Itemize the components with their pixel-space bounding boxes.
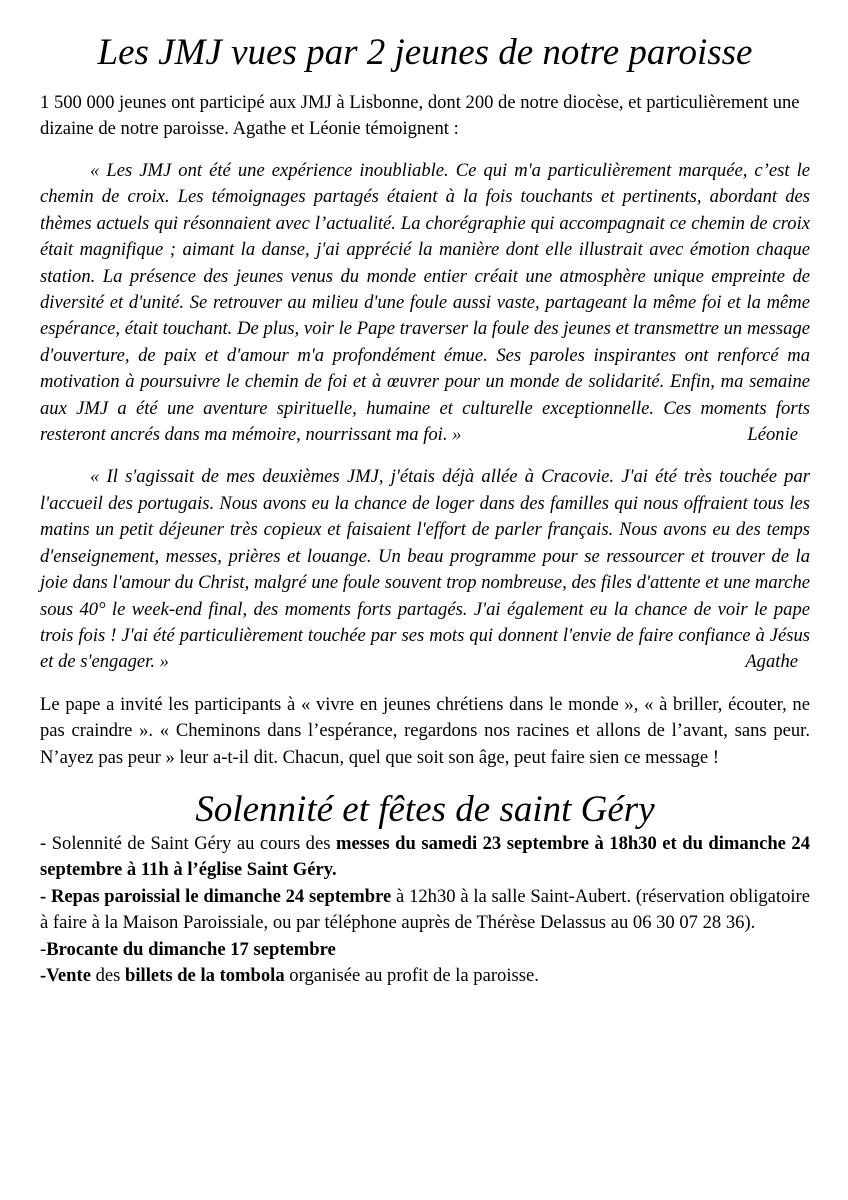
event-solennite-text: - Solennité de Saint Géry au cours des bbox=[40, 832, 336, 854]
event-item-repas bbox=[40, 884, 810, 937]
event-repas-highlight: - Repas paroissial le dimanche 24 septembre bbox=[40, 885, 392, 907]
testimony-leonie bbox=[40, 158, 810, 448]
event-tombola-des: des bbox=[90, 964, 126, 986]
document-page bbox=[40, 30, 810, 989]
article-conclusion: Le pape a invité les participants à « vivre en jeunes chrétiens dans le monde », « à briller, écouter, ne pas craindre ». « Cheminons dans l’espérance, regardons nos racines et allons de l’avant, sans peur. N’ayez pas peur » leur a-t-il dit. Chacun, quel que soit son âge, peut faire sien ce message ! bbox=[40, 693, 810, 768]
testimony-leonie-text: « Les JMJ ont été une expérience inoubliable. Ce qui m'a particulièrement marquée, c’est le chemin de croix. Les témoignages partagés étaient à la fois touchants et pertinents, abordant des thèmes actuels qui résonnaient avec l’actualité. La chorégraphie qui accompagnait ce chemin de croix était magnifique ; aimant la danse, j'ai apprécié la manière dont elle illustrait avec émotion chaque station. La présence des jeunes venus du monde entier créait une atmosphère unique empreinte de diversité et d'unité. Se retrouver au milieu d'une foule aussi vaste, partageant la même foi et la même espérance, était touchant. De plus, voir le Pape traverser la foule des jeunes et transmettre un message d'ouverture, de paix et d'amour m'a profondément émue. Ses paroles inspirantes ont renforcé ma motivation à poursuivre le chemin de foi et à œuvrer pour un monde de solidarité. Enfin, ma semaine aux JMJ a été une aventure spirituelle, humaine et culturelle exceptionnelle. Ces moments forts resteront ancrés dans ma mémoire, nourrissant ma foi. » bbox=[40, 160, 810, 446]
event-solennite-highlight: messes du samedi 23 septembre à 18h30 et du dimanche 24 septembre à 11h à l’église Saint Géry. bbox=[40, 832, 811, 881]
event-list bbox=[40, 831, 810, 989]
event-tombola-highlight: billets de la tombola bbox=[125, 964, 285, 986]
event-tombola-text: organisée au profit de la paroisse. bbox=[284, 964, 539, 986]
event-tombola-vente: -Vente bbox=[40, 964, 91, 986]
testimony-agathe bbox=[40, 464, 810, 675]
article-intro: 1 500 000 jeunes ont participé aux JMJ à Lisbonne, dont 200 de notre diocèse, et particulièrement une dizaine de notre paroisse. Agathe et Léonie témoignent : bbox=[40, 92, 800, 139]
testimony-agathe-signature: Agathe bbox=[745, 651, 798, 673]
event-brocante-dash: - bbox=[40, 938, 47, 960]
event-repas-text: à 12h30 à la salle Saint-Aubert. (réservation obligatoire à faire à la Maison Paroissiale, ou par téléphone auprès de Thérèse Delassus au 06 30 07 28 36). bbox=[40, 885, 810, 934]
article-title-saint-gery: Solennité et fêtes de saint Géry bbox=[195, 788, 655, 830]
article-title-jmj: Les JMJ vues par 2 jeunes de notre paroisse bbox=[97, 32, 753, 73]
testimony-agathe-text: « Il s'agissait de mes deuxièmes JMJ, j'étais déjà allée à Cracovie. J'ai été très touchée par l'accueil des portugais. Nous avons eu la chance de loger dans des familles qui nous offraient tous les matins un petit déjeuner très copieux et faisaient l'effort de parler français. Nous avons eu des temps d'enseignement, messes, prières et louange. Un beau programme pour se ressourcer et trouver de la joie dans l'amour du Christ, malgré une foule souvent trop nombreuse, des files d'attente et une marche sous 40° le week-end final, des moments forts partagés. J'ai également eu la chance de voir le pape trois fois ! J'ai été particulièrement touchée par ses mots qui donnent l'envie de faire confiance à Jésus et de s'engager. » bbox=[40, 466, 810, 673]
event-item-brocante bbox=[40, 937, 810, 963]
testimony-leonie-signature: Léonie bbox=[747, 424, 798, 446]
event-item-solennite bbox=[40, 831, 810, 884]
event-brocante-highlight: Brocante du dimanche 17 septembre bbox=[46, 938, 336, 960]
event-item-tombola bbox=[40, 963, 810, 989]
